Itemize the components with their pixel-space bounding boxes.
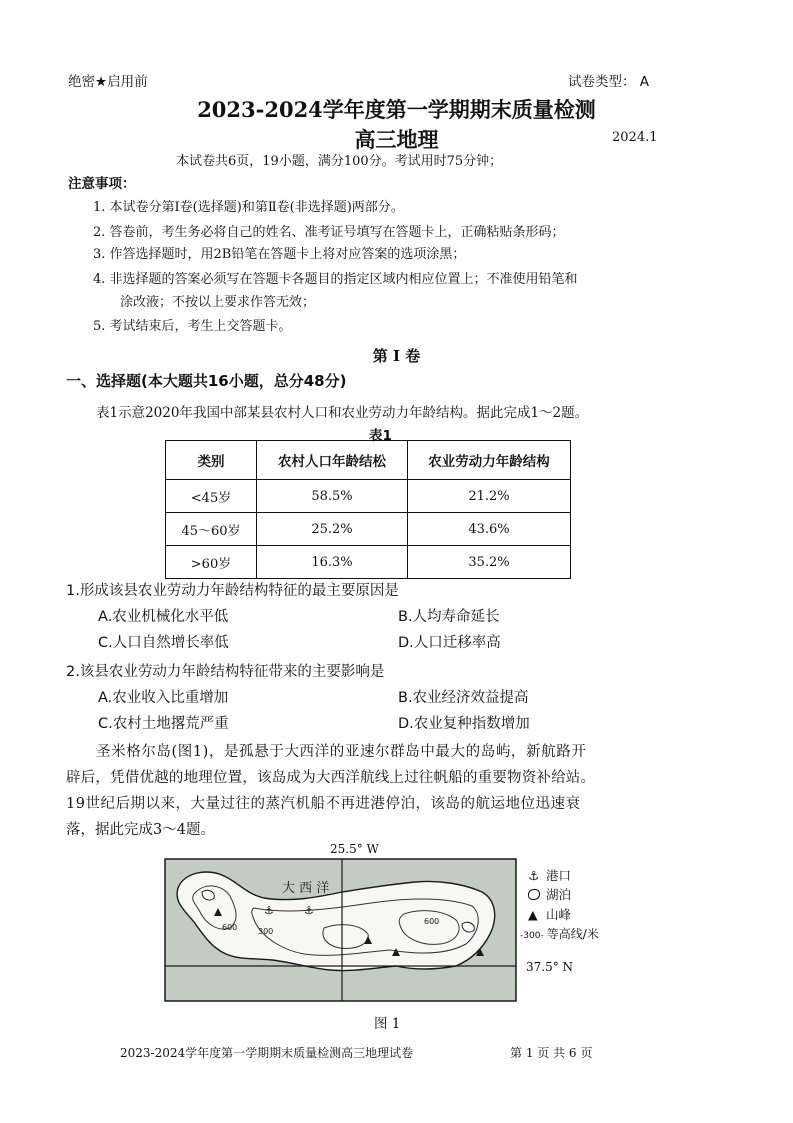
legend-contour: -300- 等高线/米 xyxy=(520,927,599,941)
passage-line: 落，据此完成3～4题。 xyxy=(66,822,215,838)
q1-option-c: C.人口自然增长率低 xyxy=(98,635,229,651)
legend-port: ⚓ 港口 xyxy=(528,868,572,883)
table-header: 类别 xyxy=(166,441,257,480)
passage-line: 辟后，凭借优越的地理位置，该岛成为大西洋航线上过往帆船的重要物资补给站。 xyxy=(66,770,596,786)
legend-peak: ▲ 山峰 xyxy=(528,907,572,922)
question-1-stem: 1.形成该县农业劳动力年龄结构特征的最主要原因是 xyxy=(66,583,399,599)
question-intro: 表1示意2020年我国中部某县农村人口和农业劳动力年龄结构。据此完成1～2题。 xyxy=(96,405,589,421)
port-icon: ⚓ xyxy=(304,904,314,917)
table-row xyxy=(166,546,571,579)
q1-option-a: A.农业机械化水平低 xyxy=(98,609,229,625)
table-cell: 16.3% xyxy=(257,546,408,579)
age-structure-table xyxy=(165,440,571,579)
confidential-mark: 绝密★启用前 xyxy=(68,74,148,90)
table-cell: 35.2% xyxy=(408,546,571,579)
contour-label: 600 xyxy=(222,923,238,932)
figure-caption: 图 1 xyxy=(374,1016,401,1032)
q1-option-b: B.人均寿命延长 xyxy=(398,609,500,625)
notes-heading: 注意事项： xyxy=(68,176,136,192)
table-cell: >60岁 xyxy=(166,546,257,579)
table-cell: 43.6% xyxy=(408,513,571,546)
peak-icon: ▲ xyxy=(528,907,538,922)
contour-mark: -300- xyxy=(520,931,544,941)
legend-lake: 湖泊 xyxy=(528,885,571,903)
table-cell: 58.5% xyxy=(257,480,408,513)
note-item: 5. 考试结束后，考生上交答题卡。 xyxy=(93,319,292,334)
page-number: 第 1 页 共 6 页 xyxy=(510,1046,593,1060)
longitude-label: 25.5° W xyxy=(330,842,379,856)
latitude-label: 37.5° N xyxy=(526,960,574,974)
q1-option-d: D.人口迁移率高 xyxy=(398,635,501,651)
q2-option-c: C.农村土地撂荒严重 xyxy=(98,716,229,732)
anchor-icon: ⚓ xyxy=(528,868,540,883)
contour-label: 300 xyxy=(258,927,274,936)
passage-line: 圣米格尔岛(图1)，是孤悬于大西洋的亚速尔群岛中最大的岛屿，新航路开 xyxy=(96,744,587,760)
exam-title: 2023-2024学年度第一学期期末质量检测 xyxy=(197,97,596,122)
table-header: 农业劳动力年龄结构 xyxy=(408,441,571,480)
island-map xyxy=(164,858,517,1002)
subject-title: 高三地理 xyxy=(354,127,439,152)
q2-option-a: A.农业收入比重增加 xyxy=(98,690,229,706)
q2-option-d: D.农业复种指数增加 xyxy=(398,716,530,732)
note-item: 2. 答卷前，考生务必将自己的姓名、准考证号填写在答题卡上，正确粘贴条形码； xyxy=(93,225,565,240)
table-cell: 21.2% xyxy=(408,480,571,513)
port-icon: ⚓ xyxy=(264,904,274,917)
table-header-row xyxy=(166,441,571,480)
exam-date: 2024.1 xyxy=(612,130,658,145)
note-item: 3. 作答选择题时，用2B铅笔在答题卡上将对应答案的选项涂黑； xyxy=(93,247,466,262)
question-2-stem: 2.该县农业劳动力年龄结构特征带来的主要影响是 xyxy=(66,664,385,680)
table-header: 农村人口年龄结松 xyxy=(257,441,408,480)
table-cell: 45～60岁 xyxy=(166,513,257,546)
volume-heading: 第 I 卷 xyxy=(372,347,421,365)
q2-option-b: B.农业经济效益提高 xyxy=(398,690,529,706)
lake-icon xyxy=(528,889,540,900)
paper-type: 试卷类型： A xyxy=(568,74,650,90)
footer-title: 2023-2024学年度第一学期期末质量检测高三地理试卷 xyxy=(120,1046,414,1060)
passage-line: 19世纪后期以来，大量过往的蒸汽机船不再进港停泊，该岛的航运地位迅速衰 xyxy=(66,796,581,812)
table-caption: 表1 xyxy=(369,428,392,444)
table-cell: <45岁 xyxy=(166,480,257,513)
table-cell: 25.2% xyxy=(257,513,408,546)
note-item: 4. 非选择题的答案必须写在答题卡各题目的指定区域内相应位置上；不准使用铅笔和 xyxy=(93,272,578,287)
table-row xyxy=(166,480,571,513)
note-item: 1. 本试卷分第Ⅰ卷(选择题)和第Ⅱ卷(非选择题)两部分。 xyxy=(93,200,404,215)
table-row xyxy=(166,513,571,546)
section-heading: 一、选择题(本大题共16小题，总分48分) xyxy=(66,372,347,390)
exam-info: 本试卷共6页，19小题，满分100分。考试用时75分钟； xyxy=(176,154,503,169)
sea-label: 大 西 洋 xyxy=(282,881,330,896)
note-item-continued: 涂改液；不按以上要求作答无效； xyxy=(120,295,316,310)
contour-label: 600 xyxy=(424,917,440,926)
